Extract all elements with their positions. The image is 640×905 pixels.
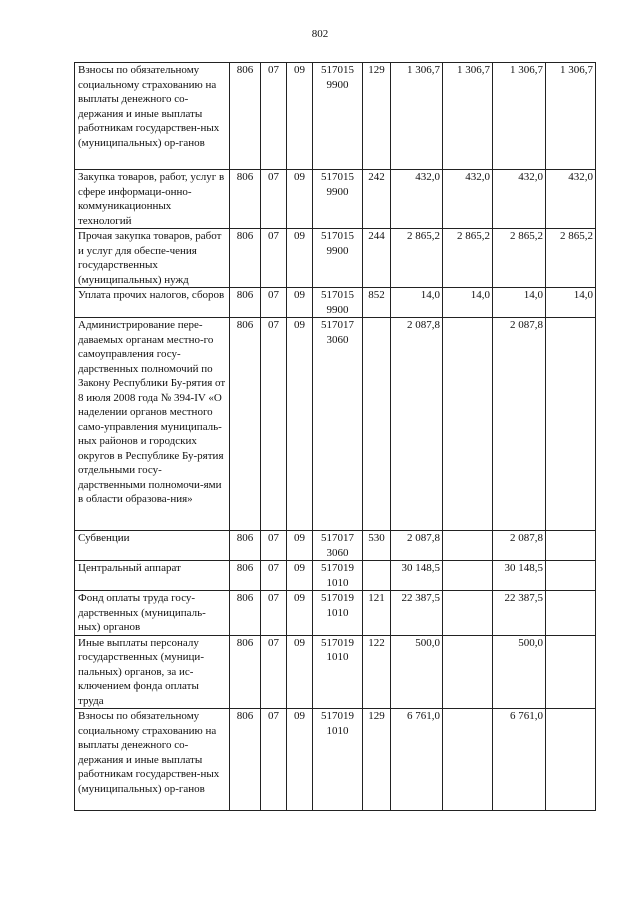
amount-3: 6 761,0 [493,709,546,811]
amount-3: 30 148,5 [493,561,546,591]
target-code-line-2: 9900 [326,244,349,257]
target-code-line-1: 517015 [321,230,354,242]
admin-code: 806 [230,635,261,709]
amount-1: 432,0 [391,170,443,229]
target-code-line-2: 9900 [326,303,349,316]
subsection-code: 09 [287,63,313,170]
admin-code: 806 [230,170,261,229]
amount-4: 1 306,7 [546,63,596,170]
amount-4 [546,709,596,811]
budget-table-body [75,63,596,811]
table-row [75,561,596,591]
expense-type-code: 244 [363,229,391,288]
admin-code: 806 [230,591,261,636]
section-code: 07 [261,531,287,561]
table-row [75,229,596,288]
amount-3: 22 387,5 [493,591,546,636]
amount-2 [443,318,493,531]
target-article-code [313,288,363,318]
item-name: Взносы по обязательному социальному страхованию на выплаты денежного со-держания и иные выплаты работникам государствен-ных (муниципальных) ор-ганов [75,63,230,170]
item-name: Субвенции [75,531,230,561]
subsection-code: 09 [287,170,313,229]
amount-4 [546,635,596,709]
amount-4: 2 865,2 [546,229,596,288]
expense-type-code: 122 [363,635,391,709]
table-row [75,591,596,636]
target-code-line-2: 1010 [326,651,349,663]
amount-2: 14,0 [443,288,493,318]
target-code-line-2: 1010 [326,724,349,737]
target-article-code [313,63,363,170]
amount-4 [546,561,596,591]
expense-type-code [363,318,391,531]
subsection-code: 09 [287,288,313,318]
target-article-code [313,229,363,288]
admin-code: 806 [230,318,261,531]
amount-3: 14,0 [493,288,546,318]
target-code-line-1: 517017 [321,532,354,544]
section-code: 07 [261,63,287,170]
amount-1: 6 761,0 [391,709,443,811]
amount-3: 1 306,7 [493,63,546,170]
item-name: Фонд оплаты труда госу-дарственных (муниципаль-ных) органов [75,591,230,636]
subsection-code: 09 [287,318,313,531]
target-code-line-1: 517015 [321,289,354,301]
section-code: 07 [261,709,287,811]
section-code: 07 [261,318,287,531]
section-code: 07 [261,561,287,591]
amount-3: 2 087,8 [493,318,546,531]
table-row [75,318,596,531]
amount-4 [546,591,596,636]
subsection-code: 09 [287,229,313,288]
target-article-code [313,531,363,561]
amount-4: 432,0 [546,170,596,229]
target-article-code [313,635,363,709]
admin-code: 806 [230,531,261,561]
amount-2 [443,709,493,811]
admin-code: 806 [230,288,261,318]
amount-3: 2 865,2 [493,229,546,288]
amount-2 [443,531,493,561]
expense-type-code: 852 [363,288,391,318]
item-name: Центральный аппарат [75,561,230,591]
target-article-code [313,170,363,229]
target-code-line-2: 1010 [326,576,349,589]
target-article-code [313,709,363,811]
target-code-line-2: 3060 [326,546,349,559]
amount-2: 1 306,7 [443,63,493,170]
target-code-line-1: 517017 [321,319,354,331]
section-code: 07 [261,170,287,229]
section-code: 07 [261,229,287,288]
table-row [75,170,596,229]
subsection-code: 09 [287,635,313,709]
target-code-line-2: 9900 [326,78,349,91]
expense-type-code: 121 [363,591,391,636]
table-row [75,531,596,561]
item-name: Администрирование пере-даваемых органам местно-го самоуправления госу-дарственных полномочий по Закону Республики Бу-рятия от 8 июля 2008 года № 394-IV «О наделении органов местного само-управления муниципаль-ных районов и городских округов в Республике Бу-рятия отдельными госу-дарственными полномочи-ями в области образова-ния» [75,318,230,531]
expense-type-code: 129 [363,709,391,811]
admin-code: 806 [230,709,261,811]
amount-2 [443,561,493,591]
target-article-code [313,318,363,531]
amount-1: 2 865,2 [391,229,443,288]
amount-3: 500,0 [493,635,546,709]
budget-table [74,62,596,811]
subsection-code: 09 [287,561,313,591]
target-article-code [313,561,363,591]
amount-2 [443,591,493,636]
table-row [75,288,596,318]
admin-code: 806 [230,561,261,591]
expense-type-code: 129 [363,63,391,170]
amount-1: 2 087,8 [391,531,443,561]
subsection-code: 09 [287,591,313,636]
amount-3: 432,0 [493,170,546,229]
section-code: 07 [261,591,287,636]
page-number: 802 [311,28,329,40]
subsection-code: 09 [287,709,313,811]
target-code-line-1: 517015 [321,171,354,183]
amount-1: 2 087,8 [391,318,443,531]
amount-4 [546,318,596,531]
amount-1: 30 148,5 [391,561,443,591]
section-code: 07 [261,635,287,709]
expense-type-code [363,561,391,591]
amount-4: 14,0 [546,288,596,318]
item-name: Прочая закупка товаров, работ и услуг для обеспе-чения государственных (муниципальных) нужд [75,229,230,288]
amount-2 [443,635,493,709]
target-code-line-2: 3060 [326,333,349,346]
item-name: Взносы по обязательному социальному страхованию на выплаты денежного со-держания и иные выплаты работникам государствен-ных (муниципальных) ор-ганов [75,709,230,811]
item-name: Иные выплаты персоналу государственных (муници-пальных) органов, за ис-ключением фонда оплаты труда [75,635,230,709]
expense-type-code: 530 [363,531,391,561]
target-article-code [313,591,363,636]
amount-1: 14,0 [391,288,443,318]
table-row [75,635,596,709]
target-code-line-1: 517015 [321,64,354,76]
target-code-line-1: 517019 [321,636,354,649]
item-name: Закупка товаров, работ, услуг в сфере информаци-онно-коммуникационных технологий [75,170,230,229]
amount-1: 500,0 [391,635,443,709]
amount-1: 1 306,7 [391,63,443,170]
admin-code: 806 [230,63,261,170]
amount-3: 2 087,8 [493,531,546,561]
target-code-line-1: 517019 [321,592,354,604]
item-name: Уплата прочих налогов, сборов [75,288,230,318]
amount-2: 2 865,2 [443,229,493,288]
target-code-line-1: 517019 [321,710,354,722]
amount-4 [546,531,596,561]
table-row [75,63,596,170]
target-code-line-2: 1010 [326,606,349,619]
admin-code: 806 [230,229,261,288]
target-code-line-1: 517019 [321,562,354,574]
amount-1: 22 387,5 [391,591,443,636]
section-code: 07 [261,288,287,318]
amount-2: 432,0 [443,170,493,229]
subsection-code: 09 [287,531,313,561]
table-row [75,709,596,811]
target-code-line-2: 9900 [326,185,349,198]
expense-type-code: 242 [363,170,391,229]
